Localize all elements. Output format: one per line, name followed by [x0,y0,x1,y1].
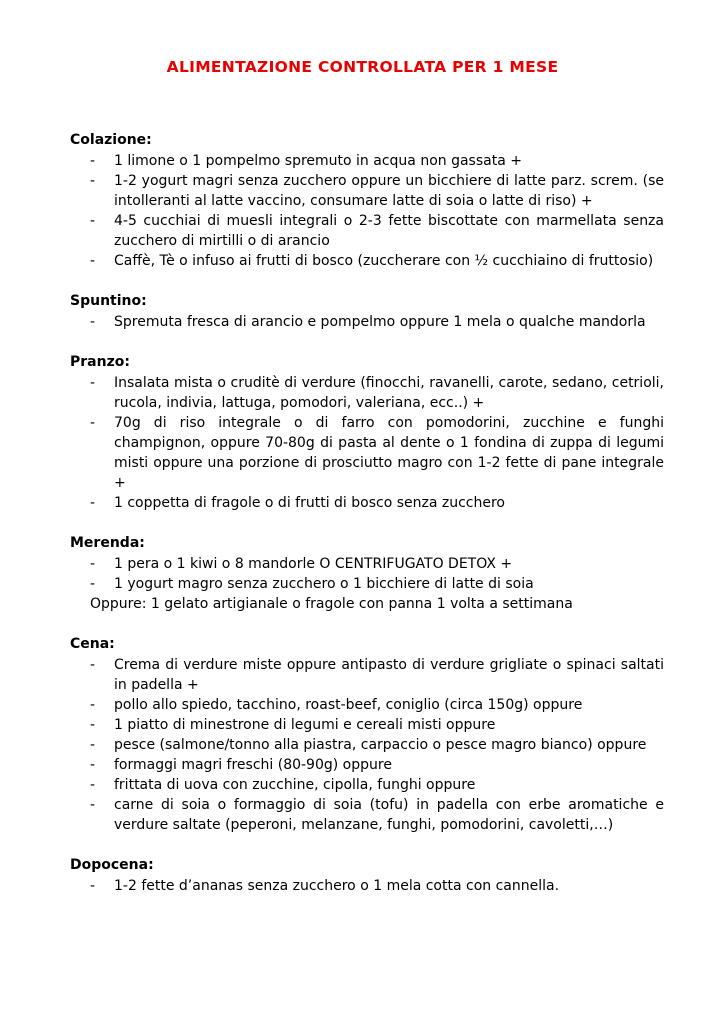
dash-bullet: - [90,657,96,673]
list-item: - 1 coppetta di fragole o di frutti di bosco senza zucchero [90,495,505,511]
item-list [70,655,664,835]
dash-bullet: - [90,797,96,813]
list-item: - 1 yogurt magro senza zucchero o 1 bicchiere di latte di soia [90,576,534,592]
dash-bullet: - [90,576,96,592]
list-item: - 1-2 yogurt magri senza zucchero oppure un bicchiere di latte parz. screm. (se intolleranti al latte vaccino, consumare latte di soia o latte di riso) + [90,173,664,209]
dash-bullet: - [90,556,96,572]
dash-bullet: - [90,314,96,330]
list-item: - frittata di uova con zucchine, cipolla, funghi oppure [90,777,476,793]
list-item: - formaggi magri freschi (80-90g) oppure [90,757,392,773]
list-item: - Caffè, Tè o infuso ai frutti di bosco (zuccherare con ½ cucchiaino di fruttosio) [90,253,654,269]
section-pranzo [70,352,664,513]
dash-bullet: - [90,777,96,793]
list-item: - 1 piatto di minestrone di legumi e cereali misti oppure [90,717,496,733]
section-heading: Pranzo: [70,354,130,370]
page-title: ALIMENTAZIONE CONTROLLATA PER 1 MESE [166,58,559,76]
dash-bullet: - [90,173,96,189]
list-item: - pollo allo spiedo, tacchino, roast-beef, coniglio (circa 150g) oppure [90,697,583,713]
section-heading: Cena: [70,636,115,652]
dash-bullet: - [90,153,96,169]
section-heading: Spuntino: [70,293,147,309]
dash-bullet: - [90,717,96,733]
item-list [70,312,664,332]
section-heading: Merenda: [70,535,145,551]
dash-bullet: - [90,213,96,229]
item-list [70,876,664,896]
section-cena [70,634,664,835]
list-item: - 4-5 cucchiai di muesli integrali o 2-3 fette biscottate con marmellata senza zucchero di mirtilli o di arancio [90,213,664,249]
dash-bullet: - [90,878,96,894]
item-list [70,151,664,271]
section-dopocena [70,855,664,896]
dash-bullet: - [90,737,96,753]
dash-bullet: - [90,697,96,713]
document-body [70,130,664,916]
list-item: - 1 limone o 1 pompelmo spremuto in acqua non gassata + [90,153,522,169]
section-note: Oppure: 1 gelato artigianale o fragole con panna 1 volta a settimana [90,596,573,612]
section-heading: Colazione: [70,132,152,148]
dash-bullet: - [90,415,96,431]
dash-bullet: - [90,253,96,269]
item-list [70,373,664,513]
dash-bullet: - [90,495,96,511]
dash-bullet: - [90,375,96,391]
list-item: - carne di soia o formaggio di soia (tofu) in padella con erbe aromatiche e verdure saltate (peperoni, melanzane, funghi, pomodorini, cavoletti,…) [90,797,664,833]
section-merenda [70,533,664,614]
list-item: - pesce (salmone/tonno alla piastra, carpaccio o pesce magro bianco) oppure [90,737,647,753]
item-list [70,554,664,594]
list-item: - 1 pera o 1 kiwi o 8 mandorle O CENTRIFUGATO DETOX + [90,556,513,572]
dash-bullet: - [90,757,96,773]
section-colazione [70,130,664,271]
list-item: - Crema di verdure miste oppure antipasto di verdure grigliate o spinaci saltati in padella + [90,657,664,693]
list-item: - 70g di riso integrale o di farro con pomodorini, zucchine e funghi champignon, oppure 70-80g di pasta al dente o 1 fondina di zuppa di legumi misti oppure una porzione di prosciutto magro con 1-2 fette di pane integrale + [90,415,664,491]
list-item: - Insalata mista o cruditè di verdure (finocchi, ravanelli, carote, sedano, cetrioli, rucola, indivia, lattuga, pomodori, valeriana, ecc..) + [90,375,664,411]
list-item: - 1-2 fette d’ananas senza zucchero o 1 mela cotta con cannella. [90,878,560,894]
section-spuntino [70,291,664,332]
section-heading: Dopocena: [70,857,154,873]
list-item: - Spremuta fresca di arancio e pompelmo oppure 1 mela o qualche mandorla [90,314,646,330]
